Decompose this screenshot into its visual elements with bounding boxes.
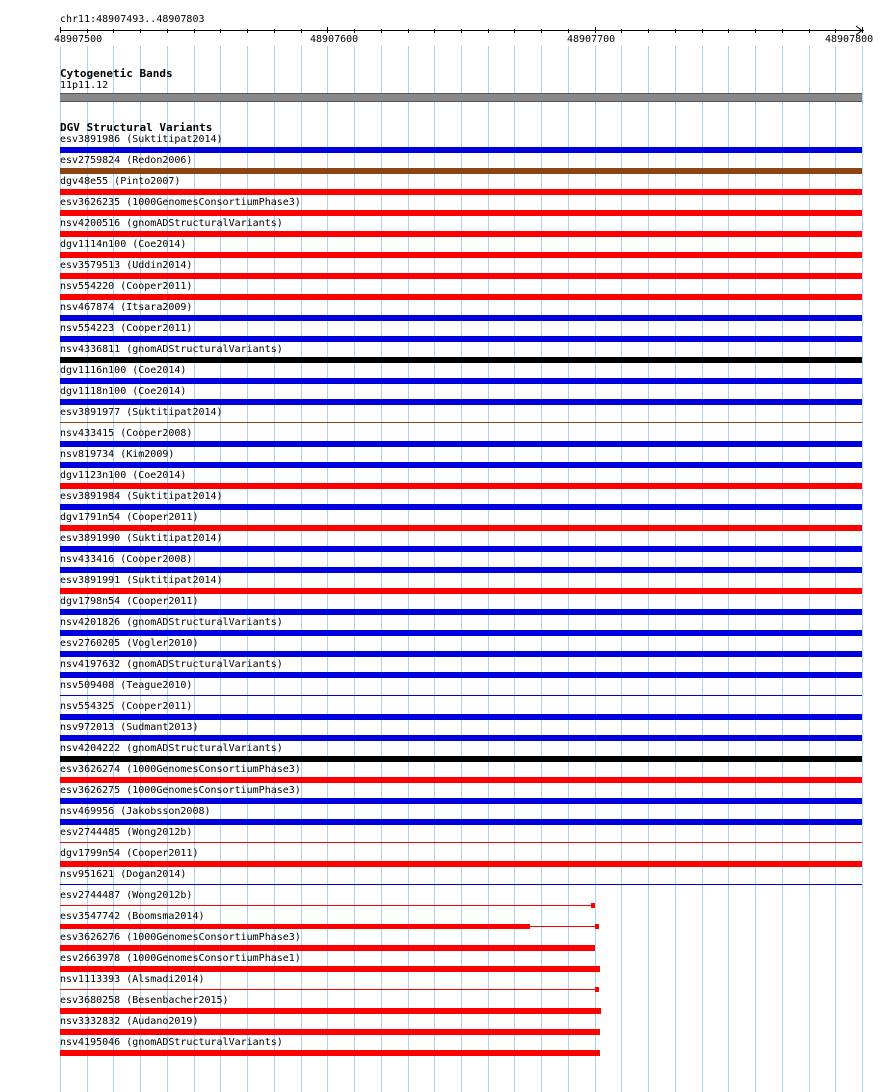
- feature-label[interactable]: esv3891990 (Suktitipat2014): [60, 533, 223, 544]
- feature-label[interactable]: dgv1798n54 (Cooper2011): [60, 596, 199, 607]
- feature-bar[interactable]: [60, 609, 862, 615]
- feature-bar[interactable]: [60, 168, 862, 174]
- feature-bar-end-cap[interactable]: [595, 924, 599, 929]
- feature-label[interactable]: nsv4201826 (gnomADStructuralVariants): [60, 617, 283, 628]
- ruler-tick-label: 48907500: [54, 34, 103, 45]
- feature-label[interactable]: nsv469956 (Jakobsson2008): [60, 806, 211, 817]
- feature-bar[interactable]: [60, 231, 862, 237]
- feature-bar[interactable]: [60, 546, 862, 552]
- feature-bar[interactable]: [60, 462, 862, 468]
- feature-label[interactable]: esv3626276 (1000GenomesConsortiumPhase3): [60, 932, 301, 943]
- feature-label[interactable]: esv3891984 (Suktitipat2014): [60, 491, 223, 502]
- feature-label[interactable]: nsv509408 (Teague2010): [60, 680, 193, 691]
- feature-label[interactable]: esv3891977 (Suktitipat2014): [60, 407, 223, 418]
- feature-bar[interactable]: [60, 273, 862, 279]
- ruler-tick-label: 48907700: [567, 34, 616, 45]
- feature-label[interactable]: esv2744487 (Wong2012b): [60, 890, 193, 901]
- feature-label[interactable]: esv2744485 (Wong2012b): [60, 827, 193, 838]
- feature-bar[interactable]: [60, 672, 862, 678]
- feature-bar[interactable]: [60, 189, 862, 195]
- feature-bar[interactable]: [60, 651, 862, 657]
- feature-label[interactable]: nsv1113393 (Alsmadi2014): [60, 974, 205, 985]
- feature-label[interactable]: nsv972013 (Sudmant2013): [60, 722, 199, 733]
- feature-bar[interactable]: [60, 525, 862, 531]
- feature-label[interactable]: nsv467874 (Itsara2009): [60, 302, 193, 313]
- feature-label[interactable]: dgv1118n100 (Coe2014): [60, 386, 187, 397]
- feature-label[interactable]: nsv951621 (Dogan2014): [60, 869, 187, 880]
- feature-bar[interactable]: [60, 966, 600, 972]
- feature-label[interactable]: esv3680258 (Besenbacher2015): [60, 995, 229, 1006]
- feature-bar[interactable]: [60, 336, 862, 342]
- feature-bar[interactable]: [60, 905, 595, 906]
- feature-bar[interactable]: [60, 422, 862, 423]
- feature-label[interactable]: esv3626274 (1000GenomesConsortiumPhase3): [60, 764, 301, 775]
- feature-label[interactable]: nsv554325 (Cooper2011): [60, 701, 193, 712]
- feature-bar[interactable]: [60, 378, 862, 384]
- feature-bar[interactable]: [60, 924, 530, 929]
- feature-bar[interactable]: [60, 861, 862, 867]
- dgv-track-title[interactable]: DGV Structural Variants: [60, 121, 213, 134]
- feature-bar[interactable]: [60, 630, 862, 636]
- cytoband-label: 11p11.12: [60, 80, 109, 91]
- feature-label[interactable]: esv2663978 (1000GenomesConsortiumPhase1): [60, 953, 301, 964]
- feature-bar[interactable]: [60, 989, 599, 990]
- feature-bar[interactable]: [60, 357, 862, 363]
- feature-label[interactable]: esv3891991 (Suktitipat2014): [60, 575, 223, 586]
- feature-label[interactable]: esv2760205 (Vogler2010): [60, 638, 199, 649]
- feature-bar[interactable]: [60, 756, 862, 762]
- feature-label[interactable]: nsv433415 (Cooper2008): [60, 428, 193, 439]
- feature-label[interactable]: nsv4195046 (gnomADStructuralVariants): [60, 1037, 283, 1048]
- feature-label[interactable]: dgv1799n54 (Cooper2011): [60, 848, 199, 859]
- feature-bar[interactable]: [60, 735, 862, 741]
- feature-label[interactable]: nsv4204222 (gnomADStructuralVariants): [60, 743, 283, 754]
- feature-label[interactable]: nsv4336811 (gnomADStructuralVariants): [60, 344, 283, 355]
- feature-bar[interactable]: [60, 441, 862, 447]
- feature-label[interactable]: dgv1123n100 (Coe2014): [60, 470, 187, 481]
- feature-bar[interactable]: [60, 483, 862, 489]
- feature-bar[interactable]: [60, 504, 862, 510]
- feature-bar[interactable]: [60, 588, 862, 594]
- cytoband-track-title[interactable]: Cytogenetic Bands: [60, 67, 173, 80]
- feature-bar[interactable]: [60, 567, 862, 573]
- feature-bar[interactable]: [60, 399, 862, 405]
- feature-bar[interactable]: [60, 798, 862, 804]
- feature-label[interactable]: esv3626275 (1000GenomesConsortiumPhase3): [60, 785, 301, 796]
- feature-bar-end-cap[interactable]: [591, 903, 595, 908]
- feature-label[interactable]: esv3547742 (Boomsma2014): [60, 911, 205, 922]
- ruler-tick-label: 48907600: [310, 34, 359, 45]
- feature-label[interactable]: nsv3332832 (Audano2019): [60, 1016, 199, 1027]
- feature-bar[interactable]: [60, 315, 862, 321]
- feature-bar-thin[interactable]: [530, 926, 599, 927]
- feature-label[interactable]: nsv433416 (Cooper2008): [60, 554, 193, 565]
- feature-bar[interactable]: [60, 210, 862, 216]
- feature-bar[interactable]: [60, 252, 862, 258]
- feature-label[interactable]: dgv1791n54 (Cooper2011): [60, 512, 199, 523]
- feature-bar[interactable]: [60, 819, 862, 825]
- feature-label[interactable]: esv3891986 (Suktitipat2014): [60, 134, 223, 145]
- feature-bar[interactable]: [60, 1029, 600, 1035]
- feature-label[interactable]: dgv1116n100 (Coe2014): [60, 365, 187, 376]
- feature-bar[interactable]: [60, 147, 862, 153]
- feature-bar[interactable]: [60, 714, 862, 720]
- feature-bar[interactable]: [60, 777, 862, 783]
- feature-bar[interactable]: [60, 294, 862, 300]
- feature-bar[interactable]: [60, 945, 595, 951]
- feature-label[interactable]: nsv554220 (Cooper2011): [60, 281, 193, 292]
- feature-label[interactable]: esv3626235 (1000GenomesConsortiumPhase3): [60, 197, 301, 208]
- feature-label[interactable]: esv3579513 (Uddin2014): [60, 260, 193, 271]
- ruler-region-label: chr11:48907493..48907803: [60, 14, 205, 25]
- feature-label[interactable]: dgv48e55 (Pinto2007): [60, 176, 181, 187]
- feature-label[interactable]: dgv1114n100 (Coe2014): [60, 239, 187, 250]
- feature-label[interactable]: esv2759824 (Redon2006): [60, 155, 193, 166]
- feature-bar[interactable]: [60, 1008, 601, 1014]
- feature-label[interactable]: nsv554223 (Cooper2011): [60, 323, 193, 334]
- ruler-tick-label: 48907800: [825, 34, 874, 45]
- feature-bar[interactable]: [60, 842, 862, 843]
- feature-bar[interactable]: [60, 884, 862, 885]
- feature-label[interactable]: nsv4197632 (gnomADStructuralVariants): [60, 659, 283, 670]
- feature-bar[interactable]: [60, 695, 862, 696]
- feature-label[interactable]: nsv4200516 (gnomADStructuralVariants): [60, 218, 283, 229]
- cytoband-bar[interactable]: [60, 93, 862, 102]
- feature-label[interactable]: nsv819734 (Kim2009): [60, 449, 175, 460]
- feature-bar-end-cap[interactable]: [595, 987, 599, 992]
- feature-bar[interactable]: [60, 1050, 600, 1056]
